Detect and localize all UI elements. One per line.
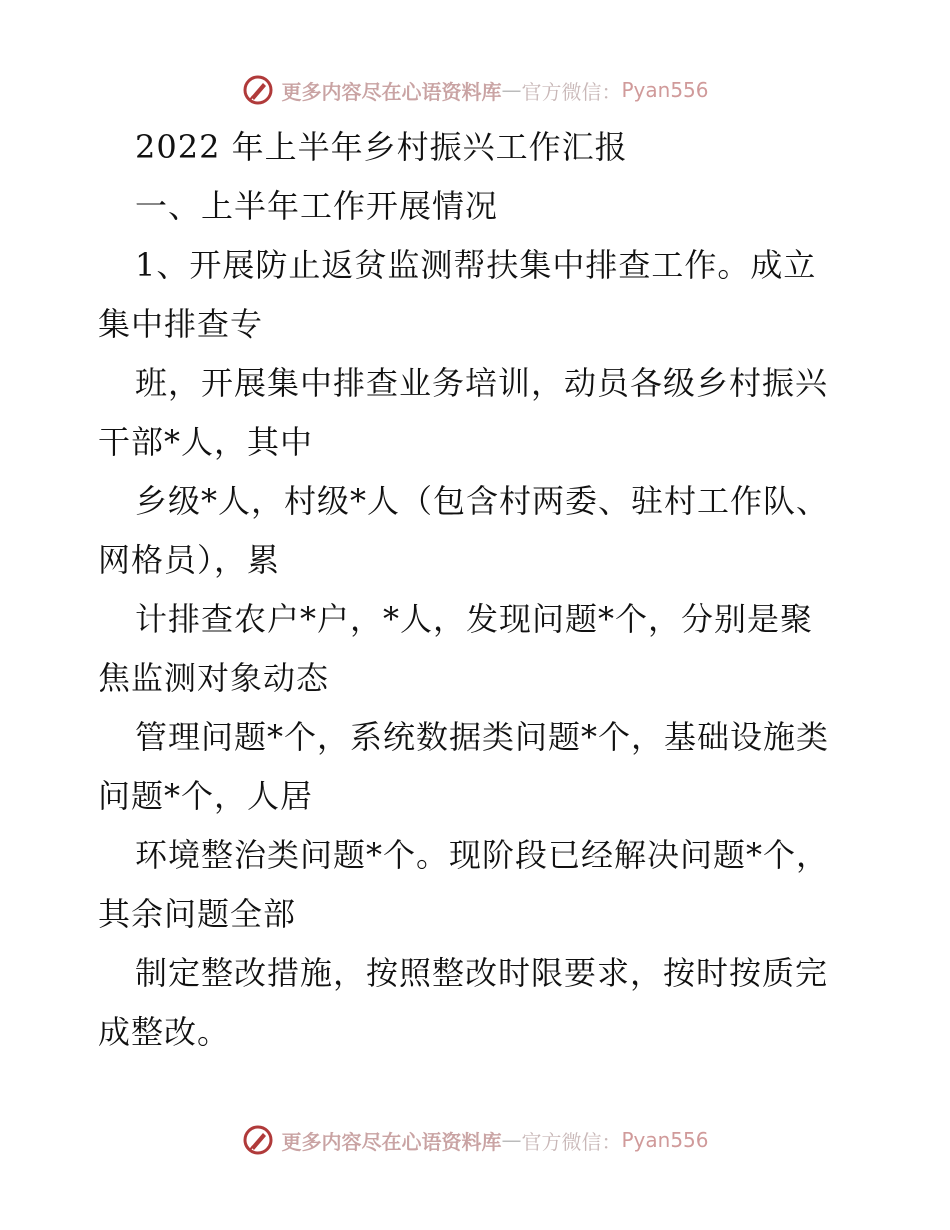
paragraph-line: 焦监测对象动态: [98, 659, 330, 697]
watermark-wechat-label: 官方微信：: [521, 1129, 622, 1154]
watermark-separator: —: [501, 78, 522, 102]
paragraph-line: 问题*个，人居: [98, 777, 314, 815]
paragraph-line: 干部*人，其中: [98, 423, 314, 461]
watermark-separator: —: [501, 1128, 522, 1152]
watermark-handle: Pyan556: [621, 78, 709, 102]
paragraph-line: 计排查农户*户，*人，发现问题*个，分别是聚: [135, 600, 814, 638]
watermark-footer: [0, 1120, 950, 1160]
paragraph-line: 环境整治类问题*个。现阶段已经解决问题*个，: [135, 836, 830, 874]
watermark-wechat-label: 官方微信：: [521, 79, 622, 104]
document-body: [98, 118, 858, 1062]
watermark-brand: 更多内容尽在心语资料库: [281, 1129, 502, 1154]
paragraph-line: 1、开展防止返贫监测帮扶集中排查工作。成立: [135, 246, 817, 284]
watermark-handle: Pyan556: [621, 1128, 709, 1152]
watermark-header: [0, 70, 950, 110]
section-heading: 一、上半年工作开展情况: [135, 187, 499, 225]
paragraph-line: 集中排查专: [98, 305, 264, 343]
pen-logo-icon: [241, 1123, 275, 1157]
document-title: 2022 年上半年乡村振兴工作汇报: [135, 128, 628, 166]
paragraph-line: 网格员），累: [98, 541, 281, 579]
paragraph-line: 成整改。: [98, 1013, 231, 1051]
paragraph-line: 班，开展集中排查业务培训，动员各级乡村振兴: [135, 364, 829, 402]
paragraph-line: 乡级*人，村级*人（包含村两委、驻村工作队、: [135, 482, 830, 520]
paragraph-line: 制定整改措施，按照整改时限要求，按时按质完: [135, 954, 829, 992]
paragraph-line: 其余问题全部: [98, 895, 297, 933]
pen-logo-icon: [241, 73, 275, 107]
paragraph-line: 管理问题*个，系统数据类问题*个，基础设施类: [135, 718, 830, 756]
watermark-brand: 更多内容尽在心语资料库: [281, 79, 502, 104]
